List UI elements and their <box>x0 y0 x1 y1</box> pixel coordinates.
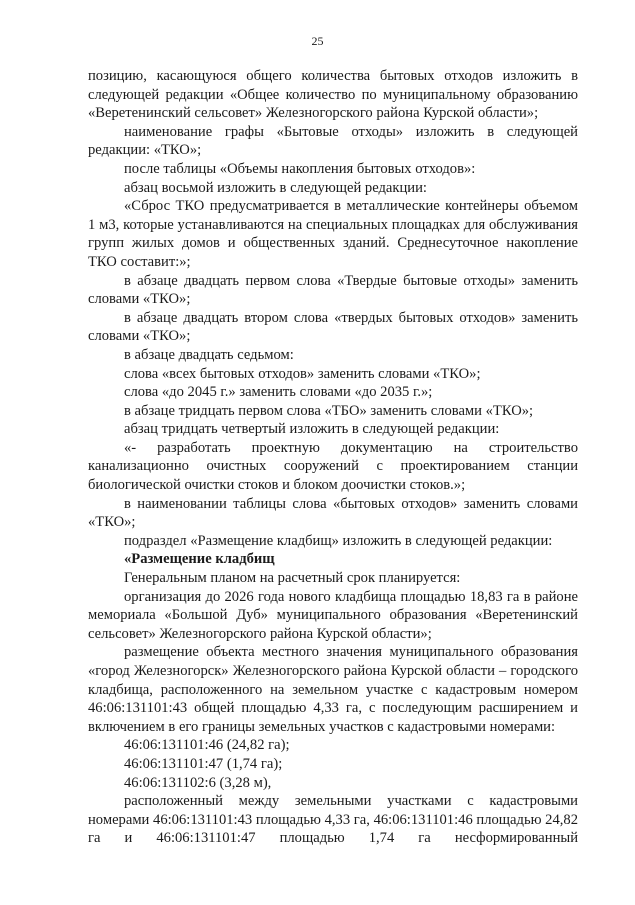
section-heading: «Размещение кладбищ <box>124 551 275 568</box>
paragraph: в абзаце тридцать первом слова «ТБО» заменить словами «ТКО»; <box>124 402 534 419</box>
paragraph: расположенный между земельными участками с кадастровыми номерами 46:06:131101:43 площадью 4,33 га, 46:06:131101:46 площадью 24,82 га и 46:06:131101:47 площадью 1,74 га несформированный <box>88 793 578 847</box>
paragraph: подраздел «Размещение кладбищ» изложить в следующей редакции: <box>124 532 553 549</box>
document-body <box>88 67 578 848</box>
page-number: 25 <box>311 34 324 48</box>
paragraph: в наименовании таблицы слова «бытовых отходов» заменить словами «ТКО»; <box>88 495 578 531</box>
paragraph: позицию, касающуюся общего количества бытовых отходов изложить в следующей редакции «Общее количество по муниципальному образованию «Веретенинский сельсовет» Железногорского района Курской области»; <box>88 68 578 122</box>
paragraph: абзац тридцать четвертый изложить в следующей редакции: <box>124 421 500 438</box>
paragraph: абзац восьмой изложить в следующей редакции: <box>124 179 427 196</box>
paragraph: слова «всех бытовых отходов» заменить словами «ТКО»; <box>124 365 481 382</box>
paragraph: организация до 2026 года нового кладбища площадью 18,83 га в районе мемориала «Большой Дуб» муниципального образования «Веретенинский сельсовет» Железногорского района Курской области»; <box>88 588 578 642</box>
paragraph: наименование графы «Бытовые отходы» изложить в следующей редакции: «ТКО»; <box>88 123 578 159</box>
paragraph: в абзаце двадцать первом слова «Твердые бытовые отходы» заменить словами «ТКО»; <box>88 272 578 308</box>
paragraph: 46:06:131101:46 (24,82 га); <box>124 737 290 754</box>
paragraph: после таблицы «Объемы накопления бытовых отходов»: <box>124 160 476 177</box>
paragraph: 46:06:131101:47 (1,74 га); <box>124 755 283 772</box>
paragraph: в абзаце двадцать втором слова «твердых бытовых отходов» заменить словами «ТКО»; <box>88 309 578 345</box>
paragraph: 46:06:131102:6 (3,28 м), <box>124 774 272 791</box>
paragraph: в абзаце двадцать седьмом: <box>124 346 294 363</box>
paragraph: «- разработать проектную документацию на строительство канализационно очистных сооружений с проектированием станции биологической очистки стоков и блоком доочистки стоков.»; <box>88 439 578 494</box>
paragraph: «Сброс ТКО предусматривается в металлические контейнеры объемом 1 м3, которые устанавливаются на специальных площадках для обслуживания групп жилых домов и общественных зданий. Среднесуточное накопление ТКО составит:»; <box>88 198 578 270</box>
paragraph: размещение объекта местного значения муниципального образования «город Железногорск» Железногорского района Курской области – городского кладбища, расположенного на земельном участке с кадастровым номером 46:06:131101:43 общей площадью 4,33 га, с последующим расширением и включением в его границы земельных участков с кадастровыми номерами: <box>88 644 578 735</box>
paragraph: Генеральным планом на расчетный срок планируется: <box>124 570 461 587</box>
paragraph: слова «до 2045 г.» заменить словами «до 2035 г.»; <box>124 384 433 401</box>
